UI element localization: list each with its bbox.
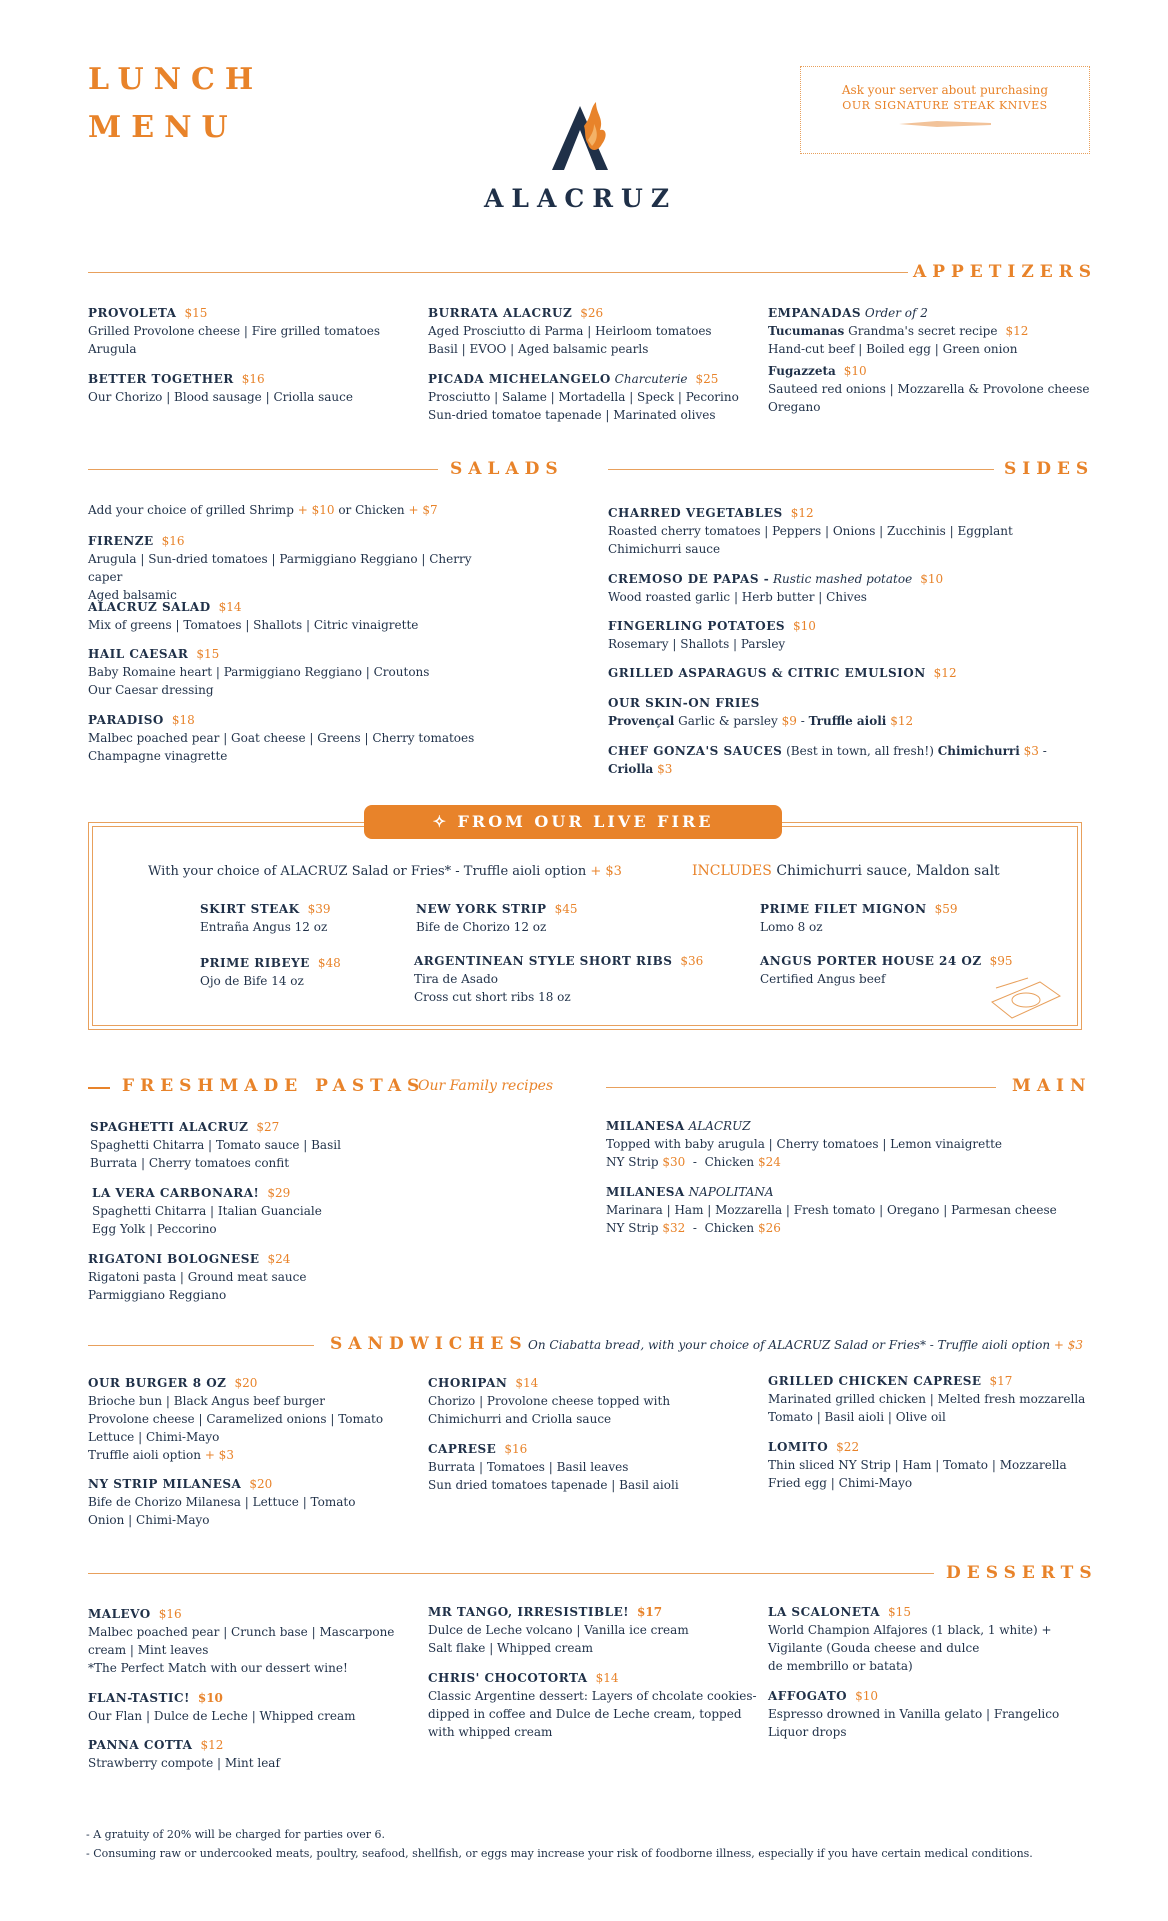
dessert-la-scaloneta: LA SCALONETA $15 World Champion Alfajores (1 black, 1 white) + Vigilante (Gouda cheese and dulce de membrillo or batata) (768, 1605, 1052, 1673)
appetizer-provoleta: PROVOLETA $15 Grilled Provolone cheese | Fire grilled tomatoes Arugula (88, 306, 380, 356)
sides-rule (608, 469, 994, 470)
sandwiches-subheading: On Ciabatta bread, with your choice of ALACRUZ Salad or Fries* - Truffle aioli option + $3 (528, 1338, 1084, 1352)
desserts-heading: DESSERTS (946, 1563, 1098, 1583)
steak-prime-ribeye: PRIME RIBEYE $48 Ojo de Bife 14 oz (200, 956, 341, 988)
sandwich-our-burger: OUR BURGER 8 OZ $20 Brioche bun | Black Angus beef burger Provolone cheese | Caramelized onions | Tomato Lettuce | Chimi-Mayo Truffle aioli option + $3 (88, 1376, 384, 1462)
sandwich-caprese: CAPRESE $16 Burrata | Tomatoes | Basil leaves Sun dried tomatoes tapenade | Basil aioli (428, 1442, 679, 1492)
main-milanesa-alacruz: MILANESA ALACRUZ Topped with baby arugula | Cherry tomatoes | Lemon vinaigrette NY Strip $30 - Chicken $24 (606, 1119, 1002, 1169)
woodgrill-intro: With your choice of ALACRUZ Salad or Fries* - Truffle aioli option + $3 (148, 864, 622, 879)
steak-board-icon (988, 972, 1064, 1024)
desserts-rule (88, 1573, 934, 1574)
salad-hail-caesar: HAIL CAESAR $15 Baby Romaine heart | Parmiggiano Reggiano | Croutons Our Caesar dressing (88, 647, 430, 697)
salads-rule (88, 469, 438, 470)
alacruz-logo-icon (540, 100, 620, 172)
sandwiches-rule (88, 1345, 314, 1346)
salads-heading: SALADS (450, 459, 564, 479)
dessert-panna-cotta: PANNA COTTA $12 Strawberry compote | Mint leaf (88, 1738, 280, 1770)
side-chef-sauces: CHEF GONZA'S SAUCES (Best in town, all fresh!) Chimichurri $3 - Criolla $3 (608, 744, 1047, 776)
pasta-carbonara: LA VERA CARBONARA! $29 Spaghetti Chitarra | Italian Guanciale Egg Yolk | Peccorino (92, 1186, 322, 1236)
sandwich-choripan: CHORIPAN $14 Chorizo | Provolone cheese topped with Chimichurri and Criolla sauce (428, 1376, 671, 1426)
appetizer-empanadas: EMPANADAS Order of 2 Tucumanas Grandma's secret recipe $12 Hand-cut beef | Boiled egg | Green onion (768, 306, 1029, 356)
footer-consumption-warning: - Consuming raw or undercooked meats, poultry, seafood, shellfish, or eggs may increase your risk of foodborne illness, especially if you have certain medical conditions. (86, 1847, 1033, 1860)
side-grilled-asparagus: GRILLED ASPARAGUS & CITRIC EMULSION $12 (608, 666, 957, 680)
woodgrill-heading: FROM OUR LIVE FIRE WOODGRILL (457, 812, 714, 865)
pastas-heading: FRESHMADE PASTAS (122, 1076, 426, 1096)
sandwich-ny-strip-milanesa: NY STRIP MILANESA $20 Bife de Chorizo Milanesa | Lettuce | Tomato Onion | Chimi-Mayo (88, 1477, 356, 1527)
brand-name: ALACRUZ (484, 184, 678, 213)
salad-firenze: FIRENZE $16 Arugula | Sun-dried tomatoes | Parmiggiano Reggiano | Cherry caper Aged balsamic (88, 534, 472, 602)
appetizers-heading: APPETIZERS (913, 262, 1098, 282)
side-skin-on-fries: OUR SKIN-ON FRIES Provençal Garlic & parsley $9 - Truffle aioli $12 (608, 696, 914, 728)
sandwich-grilled-chicken-caprese: GRILLED CHICKEN CAPRESE $17 Marinated grilled chicken | Melted fresh mozzarella Tomato | Basil aioli | Olive oil (768, 1374, 1086, 1424)
salads-intro: Add your choice of grilled Shrimp + $10 or Chicken + $7 (88, 503, 438, 517)
appetizer-burrata: BURRATA ALACRUZ $26 Aged Prosciutto di Parma | Heirloom tomatoes Basil | EVOO | Aged balsamic pearls (428, 306, 712, 356)
dessert-flan-tastic: FLAN-TASTIC! $10 Our Flan | Dulce de Leche | Whipped cream (88, 1691, 356, 1723)
salad-alacruz: ALACRUZ SALAD $14 Mix of greens | Tomatoes | Shallots | Citric vinaigrette (88, 600, 419, 632)
steak-new-york-strip: NEW YORK STRIP $45 Bife de Chorizo 12 oz (416, 902, 578, 934)
sandwiches-heading: SANDWICHES (330, 1334, 528, 1354)
steak-skirt: SKIRT STEAK $39 Entraña Angus 12 oz (200, 902, 331, 934)
sandwich-lomito: LOMITO $22 Thin sliced NY Strip | Ham | Tomato | Mozzarella Fried egg | Chimi-Mayo (768, 1440, 1067, 1490)
sides-heading: SIDES (1004, 459, 1095, 479)
title-line-1: LUNCH (88, 62, 264, 97)
pasta-rigatoni-bolognese: RIGATONI BOLOGNESE $24 Rigatoni pasta | Ground meat sauce Parmiggiano Reggiano (88, 1252, 307, 1302)
promo-line-1: Ask your server about purchasing (841, 83, 1049, 97)
salad-paradiso: PARADISO $18 Malbec poached pear | Goat cheese | Greens | Cherry tomatoes Champagne vinagrette (88, 713, 475, 763)
promo-box (800, 66, 1090, 154)
steak-short-ribs: ARGENTINEAN STYLE SHORT RIBS $36 Tira de Asado Cross cut short ribs 18 oz (414, 954, 704, 1004)
appetizer-better-together: BETTER TOGETHER $16 Our Chorizo | Blood sausage | Criolla sauce (88, 372, 353, 404)
sparkle-right-icon: ✧ (640, 846, 658, 865)
side-charred-vegetables: CHARRED VEGETABLES $12 Roasted cherry tomatoes | Peppers | Onions | Zucchinis | Eggplant Chimichurri sauce (608, 506, 1013, 556)
sparkle-left-icon: ✧ (432, 812, 449, 831)
dessert-mr-tango: MR TANGO, IRRESISTIBLE! $17 Dulce de Leche volcano | Vanilla ice cream Salt flake | Whipped cream (428, 1605, 689, 1655)
woodgrill-includes: INCLUDES Chimichurri sauce, Maldon salt (692, 863, 1000, 879)
steak-knife-icon (897, 118, 993, 130)
main-rule (606, 1087, 996, 1088)
main-milanesa-napolitana: MILANESA NAPOLITANA Marinara | Ham | Mozzarella | Fresh tomato | Oregano | Parmesan cheese NY Strip $32 - Chicken $26 (606, 1185, 1057, 1235)
footer-gratuity: - A gratuity of 20% will be charged for parties over 6. (86, 1828, 385, 1841)
appetizers-rule (88, 272, 908, 273)
side-fingerling-potatoes: FINGERLING POTATOES $10 Rosemary | Shallots | Parsley (608, 619, 816, 651)
side-cremoso-de-papas: CREMOSO DE PAPAS - Rustic mashed potatoe $10 Wood roasted garlic | Herb butter | Chives (608, 572, 944, 604)
appetizer-picada: PICADA MICHELANGELO Charcuterie $25 Prosciutto | Salame | Mortadella | Speck | Pecorino Sun-dried tomatoe tapenade | Marinated olives (428, 372, 739, 422)
dessert-chocotorta: CHRIS' CHOCOTORTA $14 Classic Argentine dessert: Layers of chcolate cookies- dipped in coffee and Dulce de Leche cream, topped with whipped cream (428, 1671, 757, 1739)
appetizer-fugazzeta: Fugazzeta $10 Sauteed red onions | Mozzarella & Provolone cheese Oregano (768, 364, 1090, 414)
pastas-subheading: Our Family recipes (418, 1078, 554, 1094)
dessert-affogato: AFFOGATO $10 Espresso drowned in Vanilla gelato | Frangelico Liquor drops (768, 1689, 1060, 1739)
title-line-2: MENU (88, 110, 238, 145)
pastas-dash (88, 1087, 110, 1089)
steak-filet-mignon: PRIME FILET MIGNON $59 Lomo 8 oz (760, 902, 958, 934)
dessert-malevo: MALEVO $16 Malbec poached pear | Crunch base | Mascarpone cream | Mint leaves *The Perfect Match with our dessert wine! (88, 1607, 395, 1675)
woodgrill-heading-banner (364, 805, 782, 865)
pasta-spaghetti-alacruz: SPAGHETTI ALACRUZ $27 Spaghetti Chitarra | Tomato sauce | Basil Burrata | Cherry tomatoes confit (90, 1120, 341, 1170)
main-heading: MAIN (1012, 1076, 1092, 1096)
promo-line-2: OUR SIGNATURE STEAK KNIVES (842, 99, 1048, 112)
steak-porter-house: ANGUS PORTER HOUSE 24 OZ $95 Certified Angus beef (760, 954, 1013, 986)
